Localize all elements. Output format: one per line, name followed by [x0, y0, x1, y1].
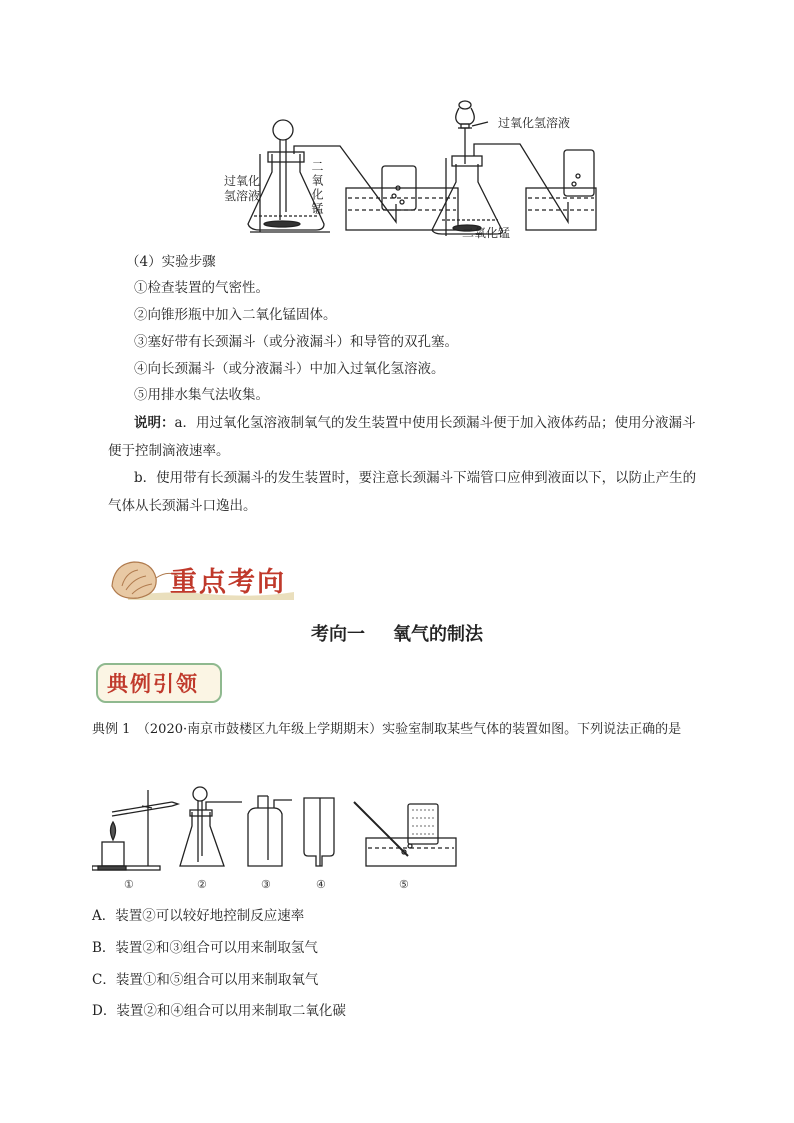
example-banner-title: 典例引领 [107, 672, 199, 696]
label-right-solution: 过氧化氢溶液 [498, 116, 571, 130]
label-right-catalyst: 二氧化锰 [462, 226, 511, 240]
step-item: ②向锥形瓶中加入二氧化锰固体。 [134, 307, 337, 323]
steps-heading: （4）实验步骤 [126, 254, 216, 270]
figure-number: ② [197, 878, 207, 891]
apparatus-row-figure [92, 782, 462, 876]
option-d: D．装置②和④组合可以用来制取二氧化碳 [92, 1003, 346, 1019]
section-topic: 氧气的制法 [393, 624, 483, 645]
figure-number: ⑤ [399, 878, 409, 891]
example-banner [95, 662, 223, 704]
step-item: ①检查装置的气密性。 [134, 280, 269, 296]
option-c: C．装置①和⑤组合可以用来制取氧气 [92, 972, 319, 988]
section-prefix: 考向一 [311, 624, 365, 645]
step-item: ④向长颈漏斗（或分液漏斗）中加入过氧化氢溶液。 [134, 361, 445, 377]
example-question: 典例 1 （2020·南京市鼓楼区九年级上学期期末）实验室制取某些气体的装置如图。下列说法正确的是 [92, 722, 682, 737]
note-a-text: a．用过氧化氢溶液制氧气的发生装置中使用长颈漏斗便于加入液体药品；使用分液漏斗便于控制滴液速率。 [108, 415, 696, 459]
figure-number: ① [124, 878, 134, 891]
section-title [0, 620, 794, 646]
figure-number: ③ [261, 878, 271, 891]
note-b: b．使用带有长颈漏斗的发生装置时，要注意长颈漏斗下端管口应伸到液面以下，以防止产生的气体从长颈漏斗口逸出。 [108, 470, 697, 514]
step-item: ③塞好带有长颈漏斗（或分液漏斗）和导管的双孔塞。 [134, 334, 458, 350]
key-banner-title: 重点考向 [170, 567, 286, 598]
label-left-catalyst: 二氧化锰 [310, 160, 324, 216]
note-a [108, 409, 708, 465]
apparatus-figure [220, 92, 600, 242]
option-a: A．装置②可以较好地控制反应速率 [92, 908, 305, 924]
option-b: B．装置②和③组合可以用来制取氢气 [92, 940, 318, 956]
figure-number: ④ [316, 878, 326, 891]
label-left-solution: 过氧化氢溶液 [224, 174, 261, 203]
step-item: ⑤用排水集气法收集。 [134, 387, 269, 403]
key-banner [108, 556, 300, 602]
note-label: 说明： [134, 415, 175, 431]
